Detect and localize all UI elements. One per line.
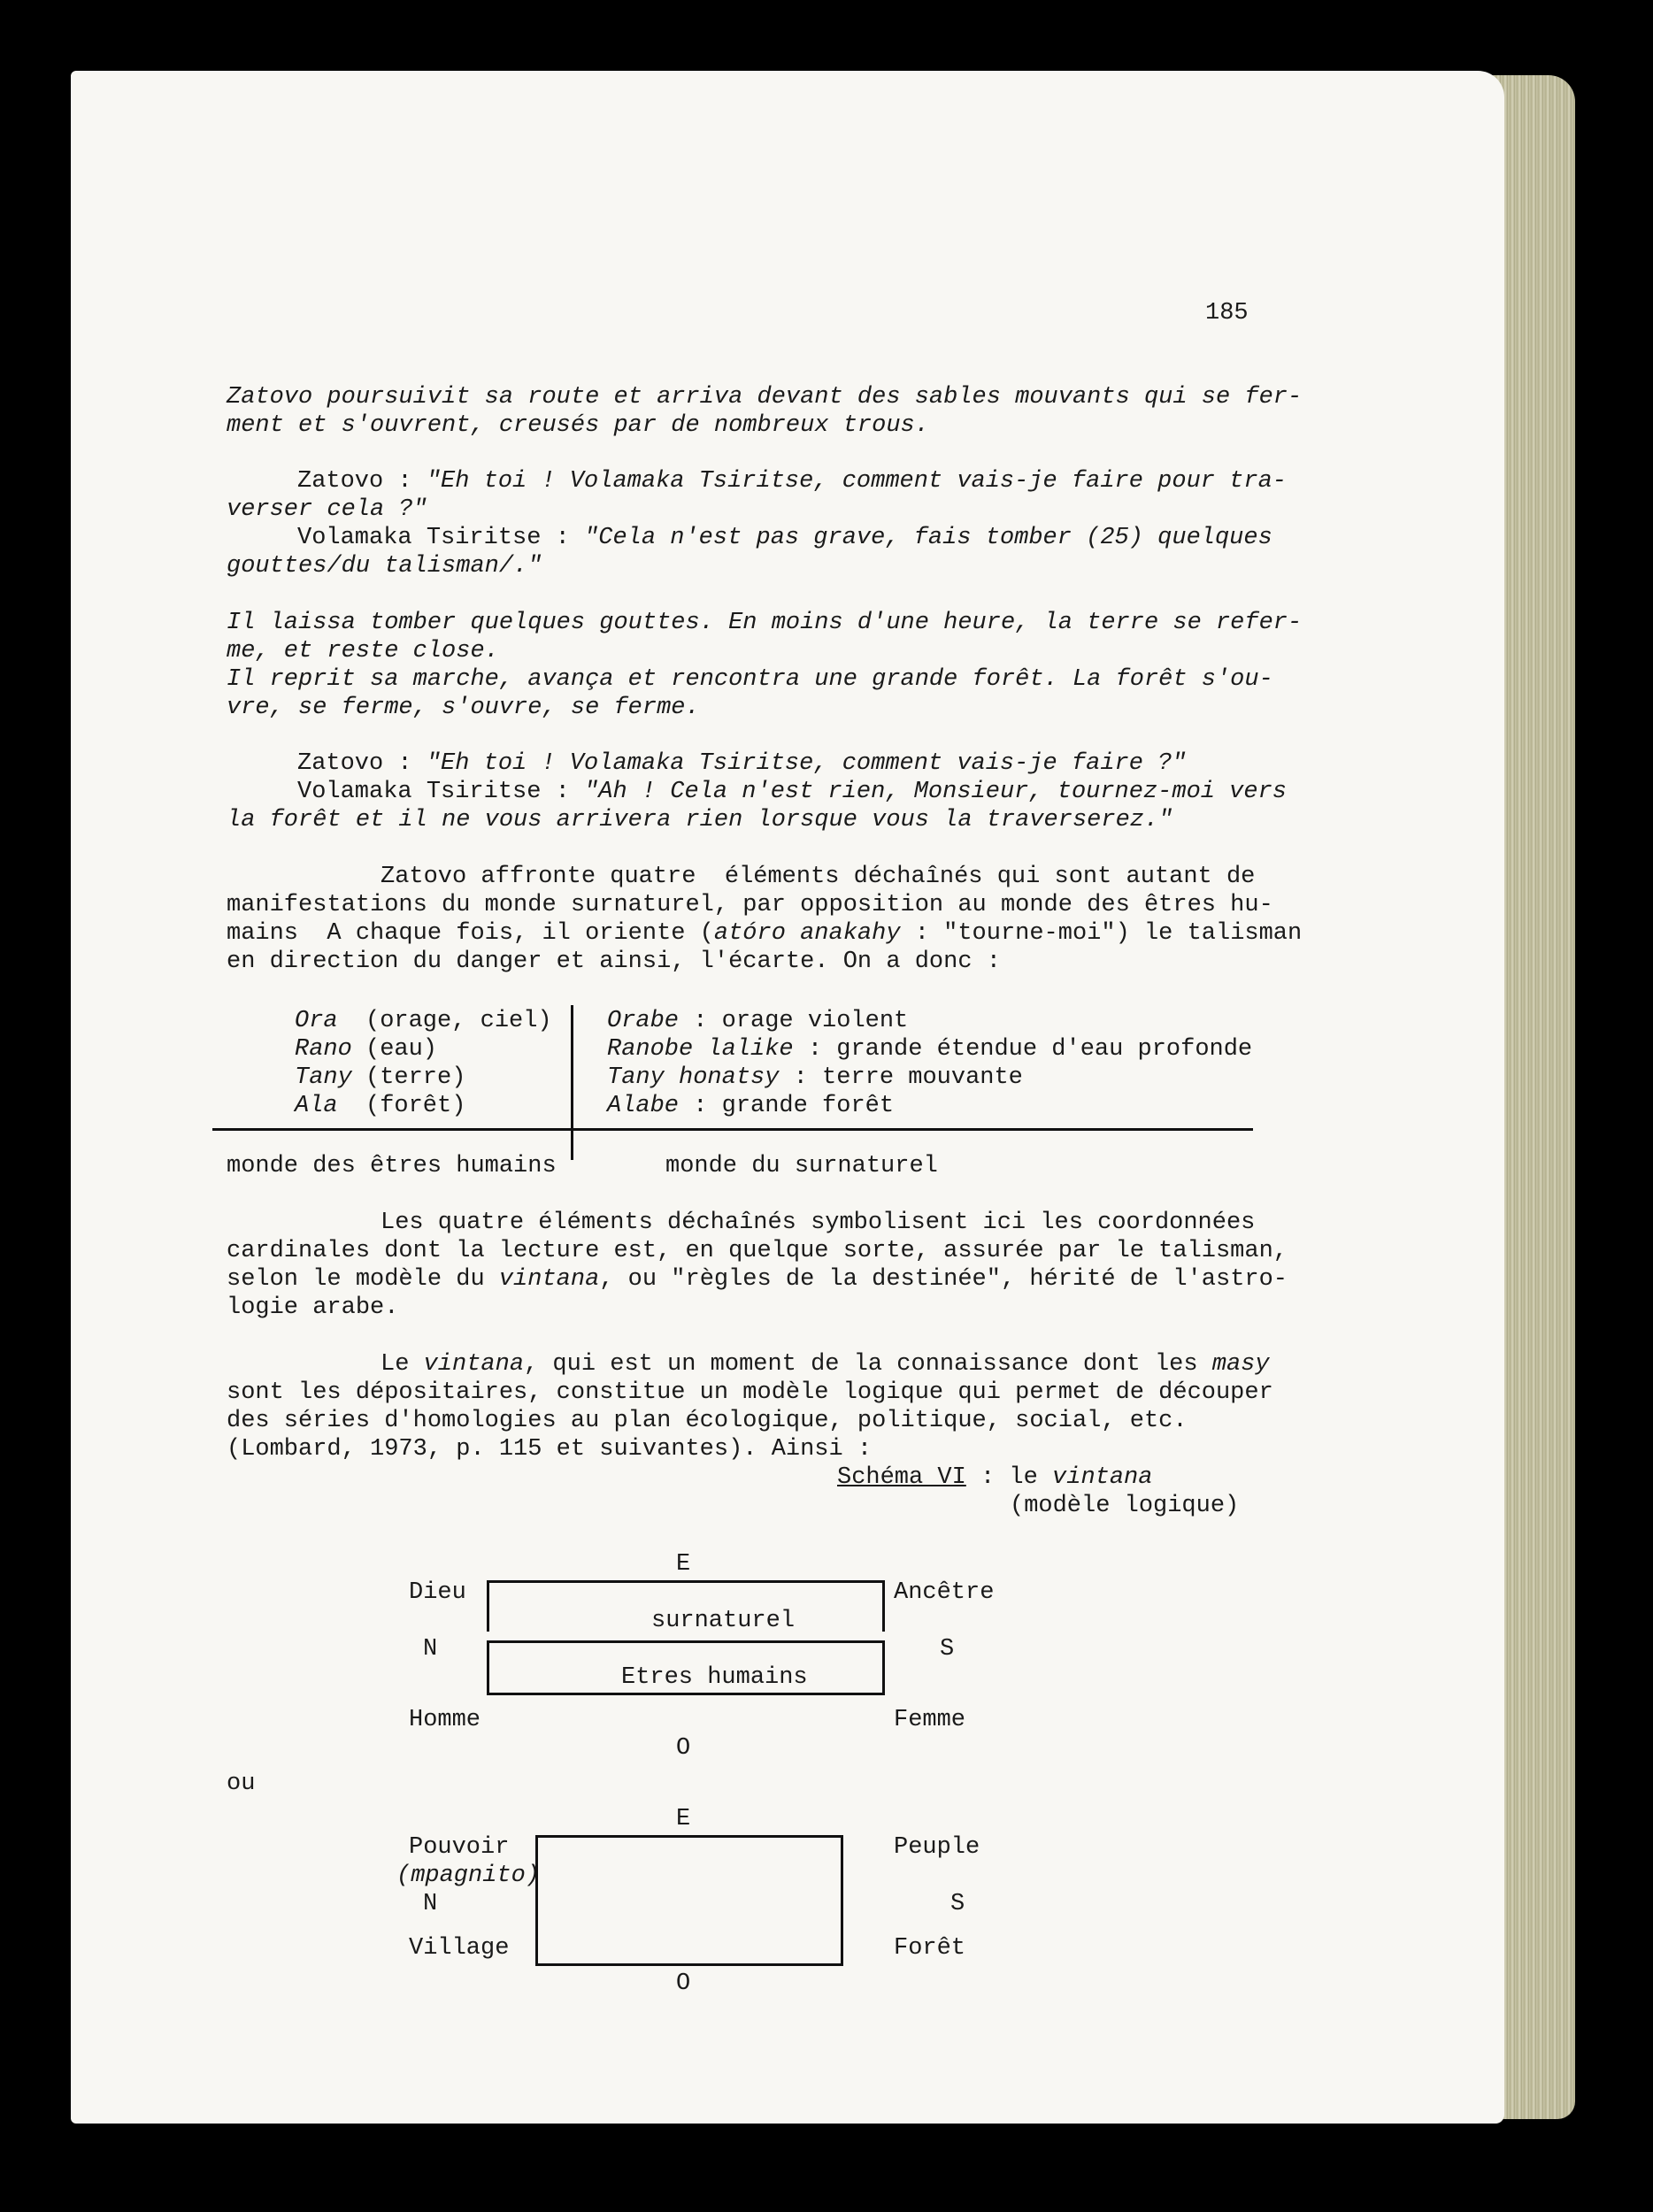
speaker: Volamaka Tsiritse : bbox=[297, 525, 585, 551]
compass-o: O bbox=[676, 1970, 691, 1997]
text-line: des séries d'homologies au plan écologique, politique, social, etc. bbox=[227, 1408, 1188, 1434]
text-line bbox=[297, 749, 1187, 778]
compass-e: E bbox=[676, 1806, 691, 1832]
text-line: cardinales dont la lecture est, en quelque sorte, assurée par le talisman, bbox=[227, 1238, 1288, 1264]
compass-o: O bbox=[676, 1735, 691, 1762]
text-line bbox=[227, 919, 1302, 948]
compass-s: S bbox=[950, 1891, 965, 1917]
label-ancetre: Ancêtre bbox=[894, 1579, 995, 1606]
text-span: vintana bbox=[498, 1266, 600, 1293]
text-line: Zatovo affronte quatre éléments déchaînés qui sont autant de bbox=[381, 864, 1256, 890]
speaker: Zatovo : bbox=[297, 468, 427, 495]
label-pouvoir: Pouvoir bbox=[409, 1834, 510, 1861]
text-span: , ou "règles de la destinée", hérité de l'astro- bbox=[599, 1266, 1288, 1293]
text-line: la forêt et il ne vous arrivera rien lorsque vous la traverserez." bbox=[227, 807, 1173, 833]
speech: "Cela n'est pas grave, fais tomber (25) quelques bbox=[584, 525, 1272, 551]
text-line: ment et s'ouvrent, creusés par de nombreux trous. bbox=[227, 412, 929, 439]
gloss: : orage violent bbox=[679, 1008, 909, 1034]
text-line: manifestations du monde surnaturel, par opposition au monde des êtres hu- bbox=[227, 892, 1273, 918]
term: Orabe bbox=[607, 1008, 680, 1034]
text-line: Il reprit sa marche, avança et rencontra une grande forêt. La forêt s'ou- bbox=[227, 666, 1273, 693]
page-number: 185 bbox=[1205, 300, 1249, 326]
gloss: (forêt) bbox=[365, 1093, 466, 1119]
table-row-left bbox=[295, 1064, 465, 1092]
label-dieu: Dieu bbox=[409, 1579, 466, 1606]
ou-label: ou bbox=[227, 1770, 256, 1797]
text-line: sont les dépositaires, constitue un modèle logique qui permet de découper bbox=[227, 1379, 1273, 1406]
label-femme: Femme bbox=[894, 1707, 966, 1733]
text-span: vintana bbox=[1052, 1464, 1153, 1491]
text-line: Zatovo poursuivit sa route et arriva devant des sables mouvants qui se fer- bbox=[227, 384, 1303, 411]
gloss: (orage, ciel) bbox=[365, 1008, 552, 1034]
text-line bbox=[297, 778, 1287, 806]
speaker: Volamaka Tsiritse : bbox=[297, 779, 585, 805]
table-row-left bbox=[295, 1035, 437, 1064]
term: Rano bbox=[295, 1036, 352, 1063]
text-span: , qui est un moment de la connaissance dont les bbox=[524, 1351, 1212, 1378]
text-line bbox=[297, 467, 1287, 495]
text-line: Il laissa tomber quelques gouttes. En moins d'une heure, la terre se refer- bbox=[227, 610, 1303, 636]
text-line: gouttes/du talisman/." bbox=[227, 553, 542, 580]
label-peuple: Peuple bbox=[894, 1834, 980, 1861]
text-span: selon le modèle du bbox=[227, 1266, 499, 1293]
text-span: Le bbox=[381, 1351, 424, 1378]
term: Ranobe lalike bbox=[607, 1036, 794, 1063]
text-line: logie arabe. bbox=[227, 1294, 399, 1321]
table-divider-horizontal bbox=[212, 1128, 1253, 1131]
table-row-right bbox=[607, 1064, 1023, 1092]
speaker: Zatovo : bbox=[297, 750, 427, 777]
text-line: me, et reste close. bbox=[227, 638, 499, 664]
term: Tany honatsy bbox=[607, 1064, 780, 1091]
label-village: Village bbox=[409, 1935, 510, 1962]
compass-n: N bbox=[423, 1891, 438, 1917]
text-line bbox=[381, 1350, 1270, 1379]
gloss: : grande forêt bbox=[679, 1093, 895, 1119]
text-line: (Lombard, 1973, p. 115 et suivantes). Ainsi : bbox=[227, 1436, 873, 1463]
schema-label: Schéma VI bbox=[837, 1464, 966, 1491]
text-line: en direction du danger et ainsi, l'écarte. On a donc : bbox=[227, 949, 1001, 975]
label-etres-humains: Etres humains bbox=[621, 1664, 808, 1691]
table-row-right bbox=[607, 1007, 908, 1035]
diagram-box bbox=[535, 1835, 843, 1966]
text-line: verser cela ?" bbox=[227, 496, 427, 523]
table-row-right bbox=[607, 1092, 894, 1120]
text-line bbox=[227, 1265, 1288, 1294]
gloss: (eau) bbox=[365, 1036, 438, 1063]
label-homme: Homme bbox=[409, 1707, 481, 1733]
caption-right: monde du surnaturel bbox=[665, 1153, 938, 1179]
gloss: : grande étendue d'eau profonde bbox=[793, 1036, 1253, 1063]
text-span: masy bbox=[1211, 1351, 1270, 1378]
compass-s: S bbox=[940, 1636, 955, 1663]
text-span: : le bbox=[965, 1464, 1053, 1491]
gloss: (terre) bbox=[365, 1064, 466, 1091]
text-line: vre, se ferme, s'ouvre, se ferme. bbox=[227, 695, 700, 721]
schema-title bbox=[837, 1463, 1152, 1492]
text-line: Les quatre éléments déchaînés symbolisent ici les coordonnées bbox=[381, 1210, 1256, 1236]
compass-n: N bbox=[423, 1636, 438, 1663]
label-foret: Forêt bbox=[894, 1935, 966, 1962]
text-span: vintana bbox=[423, 1351, 525, 1378]
term: Ala bbox=[295, 1093, 338, 1119]
term: Alabe bbox=[607, 1093, 680, 1119]
caption-left: monde des êtres humains bbox=[227, 1153, 557, 1179]
label-surnaturel: surnaturel bbox=[651, 1608, 796, 1634]
speech: "Eh toi ! Volamaka Tsiritse, comment vais-je faire pour tra- bbox=[426, 468, 1287, 495]
text-span: : "tourne-moi") le talisman bbox=[900, 920, 1303, 947]
term: Ora bbox=[295, 1008, 338, 1034]
text-span: atóro anakahy bbox=[713, 920, 901, 947]
speech: "Ah ! Cela n'est rien, Monsieur, tournez-moi vers bbox=[584, 779, 1287, 805]
table-row-left bbox=[295, 1007, 552, 1035]
compass-e: E bbox=[676, 1551, 691, 1578]
label-mpagnito: (mpagnito) bbox=[396, 1863, 541, 1889]
speech: "Eh toi ! Volamaka Tsiritse, comment vais-je faire ?" bbox=[426, 750, 1187, 777]
table-row-left bbox=[295, 1092, 465, 1120]
table-row-right bbox=[607, 1035, 1252, 1064]
table-divider-vertical bbox=[571, 1005, 573, 1160]
gloss: : terre mouvante bbox=[779, 1064, 1023, 1091]
schema-subtitle: (modèle logique) bbox=[1010, 1493, 1240, 1519]
term: Tany bbox=[295, 1064, 352, 1091]
text-span: mains A chaque fois, il oriente ( bbox=[227, 920, 714, 947]
text-line bbox=[297, 524, 1272, 552]
